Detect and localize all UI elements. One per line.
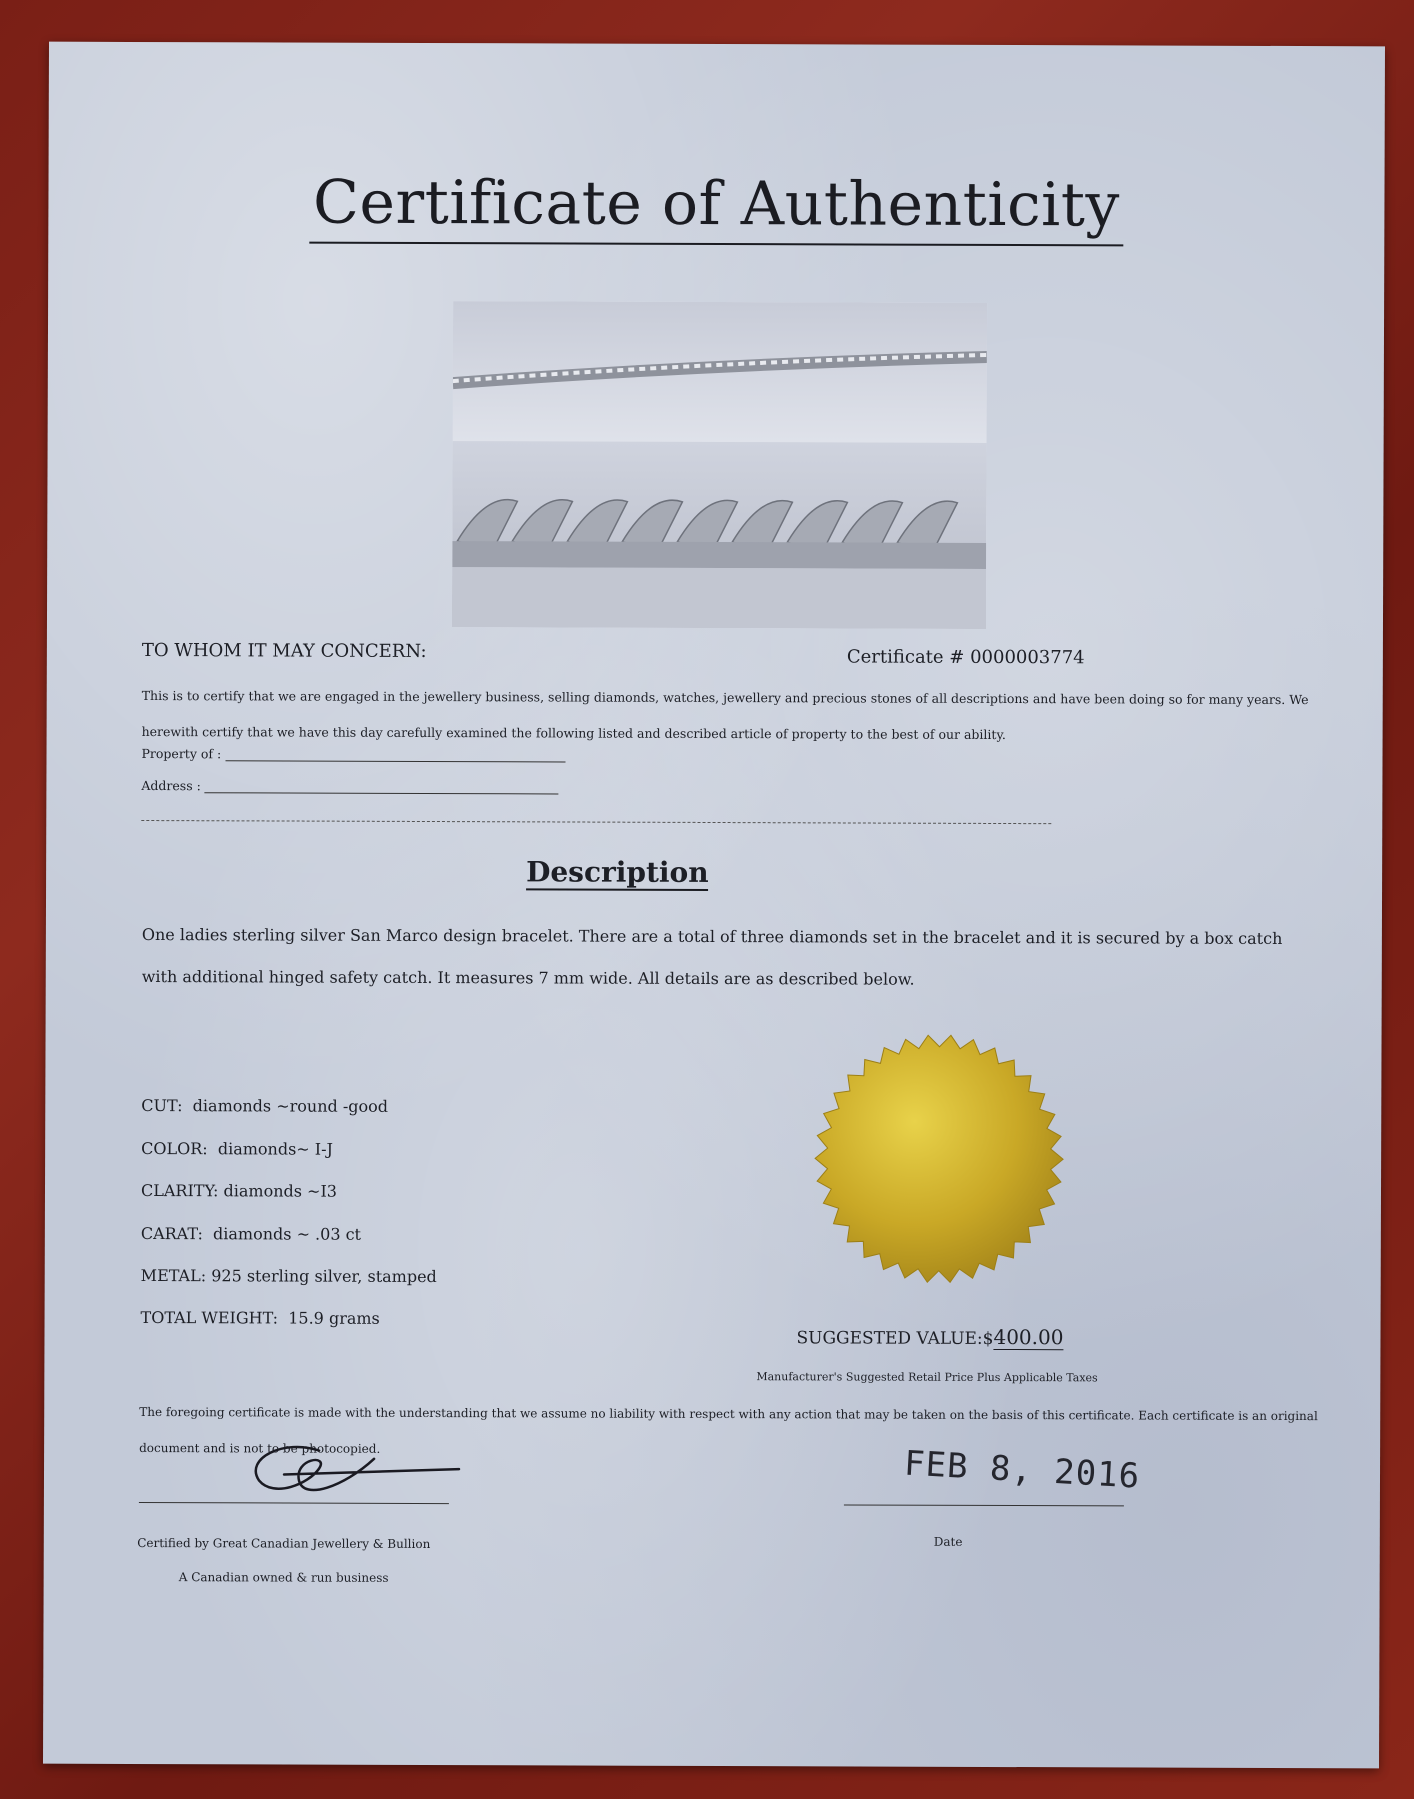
address-field: [141, 778, 558, 794]
address-label: Address :: [141, 778, 201, 794]
date-label: Date: [933, 1534, 963, 1549]
suggested-value-amount: 400.00: [993, 1324, 1064, 1350]
footer-disclaimer: The foregoing certificate is made with the understanding that we assume no liability with respect with any action that may be taken on the basis of this certificate. Each certificate is an original document and is not to be photocopied.: [139, 1404, 1318, 1456]
spec-color: COLOR: diamonds~ I-J: [141, 1139, 333, 1159]
property-of-label: Property of :: [141, 746, 222, 762]
spec-clarity: CLARITY: diamonds ~I3: [140, 1181, 338, 1201]
salutation: TO WHOM IT MAY CONCERN:: [141, 640, 427, 662]
certificate-number: Certificate # 0000003774: [846, 646, 1085, 669]
description-text: One ladies sterling silver San Marco design bracelet. There are a total of three diamonds set in the bracelet and it is secured by a box catch with additional hinged safety catch. It measures 7 mm wide. All details are as described below.: [141, 925, 1283, 989]
certificate-paper: [43, 42, 1385, 1769]
spec-total-weight: TOTAL WEIGHT: 15.9 grams: [140, 1308, 380, 1328]
certificate-title: Certificate of Authenticity: [48, 167, 1384, 242]
description-heading: Description: [526, 855, 709, 889]
spec-cut: CUT: diamonds ~round -good: [141, 1096, 389, 1116]
spec-metal: METAL: 925 sterling silver, stamped: [140, 1266, 437, 1287]
suggested-value: SUGGESTED VALUE:$400.00: [796, 1324, 1064, 1350]
gold-seal-icon: [813, 1032, 1066, 1289]
intro-paragraph: This is to certify that we are engaged in the jewellery business, selling diamonds, watches, jewellery and precious stones of all descriptions and have been doing so for many years. We herewith certify that we have this day carefully examined the following listed and described article of property to the best of our ability.: [141, 688, 1309, 743]
property-of-field: [141, 746, 565, 762]
property-of-line: [225, 760, 565, 762]
spec-carat: CARAT: diamonds ~ .03 ct: [140, 1224, 362, 1244]
signature-icon: [224, 1428, 484, 1509]
bracelet-photo: [452, 301, 987, 629]
divider: [141, 820, 1051, 824]
tagline: A Canadian owned & run business: [178, 1570, 389, 1585]
date-line: [844, 1504, 1124, 1506]
msrp-note: Manufacturer's Suggested Retail Price Plus Applicable Taxes: [756, 1370, 1098, 1385]
certified-by: Certified by Great Canadian Jewellery & Bullion: [137, 1535, 431, 1552]
handwritten-date: FEB 8, 2016: [903, 1443, 1142, 1497]
address-line: [205, 792, 559, 794]
